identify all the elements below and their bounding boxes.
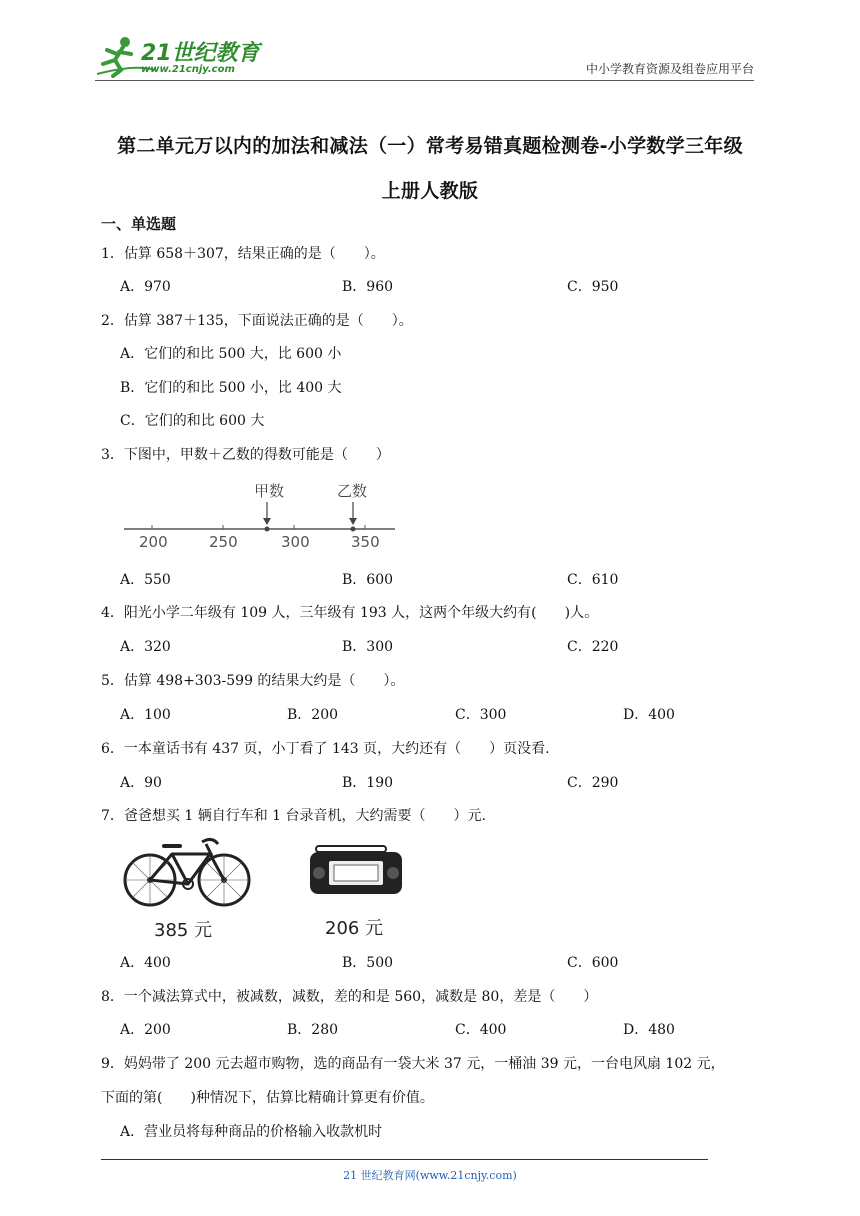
question-8: 8．一个减法算式中，被减数，减数，差的和是 560，减数是 80，差是（ ） <box>101 989 598 1005</box>
label-yi: 乙数 <box>337 482 368 500</box>
option-8b[interactable]: B．280 <box>287 1022 339 1038</box>
option-7c[interactable]: C．600 <box>567 955 619 971</box>
header-platform-text: 中小学教育资源及组卷应用平台 <box>585 62 754 76</box>
page-title-line2: 上册人教版 <box>381 180 479 202</box>
tick-250: 250 <box>209 533 238 551</box>
label-jia: 甲数 <box>254 482 285 500</box>
option-2c[interactable]: C．它们的和比 600 大 <box>120 413 265 429</box>
point-jia <box>265 527 270 532</box>
option-6a[interactable]: A．90 <box>120 775 162 791</box>
option-8d[interactable]: D．480 <box>623 1022 675 1038</box>
question-1: 1．估算 658＋307，结果正确的是（ ）。 <box>101 246 385 262</box>
logo-url: www.21cnjy.com <box>141 64 235 75</box>
question-9-line2: 下面的第( )种情况下，估算比精确计算更有价值。 <box>101 1090 434 1106</box>
option-2b[interactable]: B．它们的和比 500 小，比 400 大 <box>120 380 342 396</box>
footer-link[interactable]: 21 世纪教育网(www.21cnjy.com) <box>343 1169 517 1182</box>
question-6: 6．一本童话书有 437 页，小丁看了 143 页，大约还有（ ）页没看. <box>101 741 550 757</box>
option-5b[interactable]: B．200 <box>287 707 339 723</box>
header-divider <box>95 80 754 81</box>
option-7a[interactable]: A．400 <box>120 955 171 971</box>
option-3c[interactable]: C．610 <box>567 572 619 588</box>
question-3: 3．下图中，甲数＋乙数的得数可能是（ ） <box>101 447 390 463</box>
option-6b[interactable]: B．190 <box>342 775 394 791</box>
option-5a[interactable]: A．100 <box>120 707 171 723</box>
option-5d[interactable]: D．400 <box>623 707 675 723</box>
radio-recorder-icon <box>306 840 406 898</box>
question-7: 7．爸爸想买 1 辆自行车和 1 台录音机，大约需要（ ）元. <box>101 808 486 824</box>
option-1a[interactable]: A．970 <box>120 279 171 295</box>
option-1b[interactable]: B．960 <box>342 279 394 295</box>
tick-200: 200 <box>139 533 168 551</box>
tick-300: 300 <box>281 533 310 551</box>
option-8c[interactable]: C．400 <box>455 1022 507 1038</box>
bike-price: 385 元 <box>154 920 213 941</box>
question-4: 4．阳光小学二年级有 109 人，三年级有 193 人，这两个年级大约有( )人。 <box>101 605 599 621</box>
option-4c[interactable]: C．220 <box>567 639 619 655</box>
tick-350: 350 <box>351 533 380 551</box>
option-8a[interactable]: A．200 <box>120 1022 171 1038</box>
option-3a[interactable]: A．550 <box>120 572 171 588</box>
site-logo <box>95 34 265 78</box>
option-1c[interactable]: C．950 <box>567 279 619 295</box>
logo-text: 21世纪教育 <box>141 41 260 66</box>
option-5c[interactable]: C．300 <box>455 707 507 723</box>
question-2: 2．估算 387＋135，下面说法正确的是（ ）。 <box>101 313 413 329</box>
number-line-figure <box>120 476 405 554</box>
question-5: 5．估算 498+303-599 的结果大约是（ ）。 <box>101 673 405 689</box>
option-4b[interactable]: B．300 <box>342 639 394 655</box>
section-heading: 一、单选题 <box>101 215 177 233</box>
point-yi <box>351 527 356 532</box>
option-6c[interactable]: C．290 <box>567 775 619 791</box>
bicycle-icon <box>120 832 255 912</box>
radio-price: 206 元 <box>325 918 384 939</box>
option-9a[interactable]: A．营业员将每种商品的价格输入收款机时 <box>120 1124 383 1140</box>
option-7b[interactable]: B．500 <box>342 955 394 971</box>
footer-divider <box>101 1159 708 1160</box>
page-title-line1: 第二单元万以内的加法和减法（一）常考易错真题检测卷-小学数学三年级 <box>117 135 743 157</box>
option-3b[interactable]: B．600 <box>342 572 394 588</box>
question-9-line1: 9．妈妈带了 200 元去超市购物，选的商品有一袋大米 37 元，一桶油 39 元，一台电风扇 102 元， <box>101 1056 725 1072</box>
option-2a[interactable]: A．它们的和比 500 大，比 600 小 <box>120 346 342 362</box>
option-4a[interactable]: A．320 <box>120 639 171 655</box>
